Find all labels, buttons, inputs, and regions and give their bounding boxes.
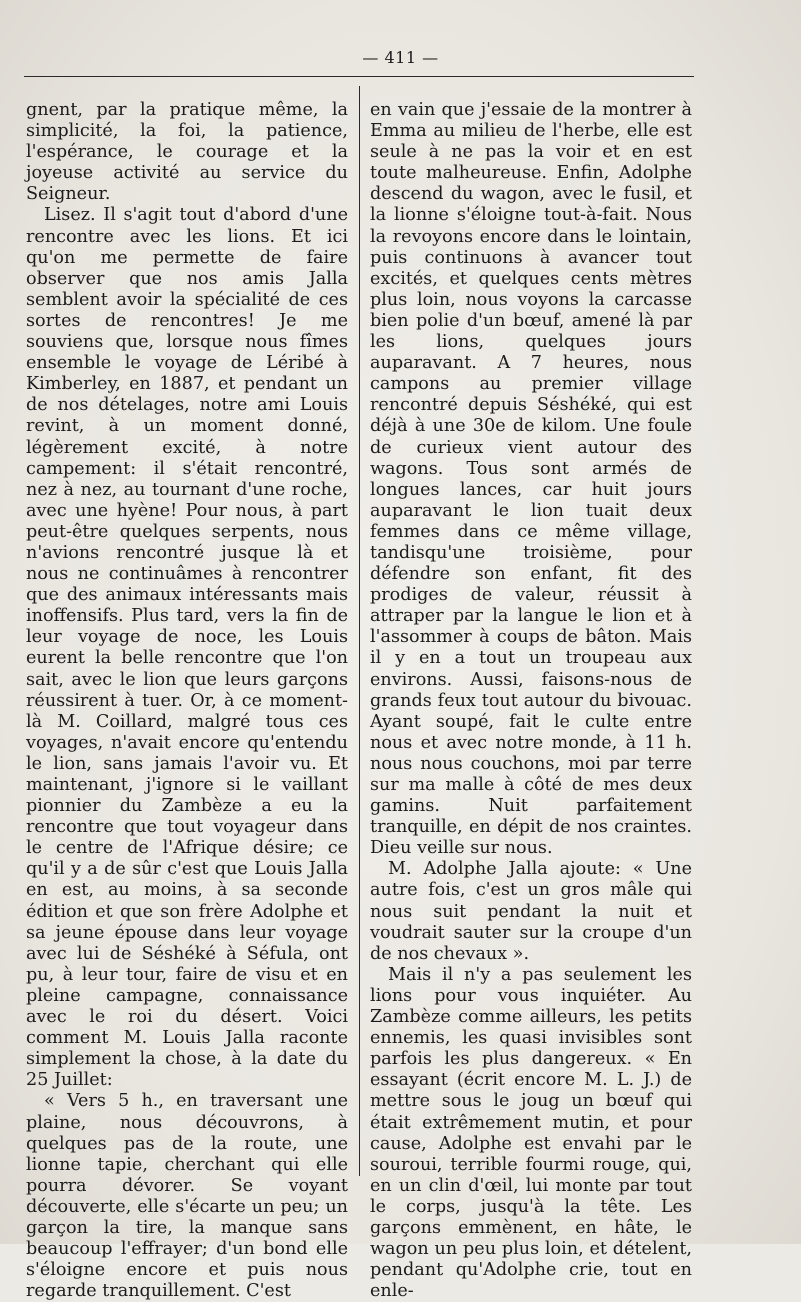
right-column xyxy=(370,100,692,1302)
header-rule xyxy=(24,76,694,77)
left-column xyxy=(26,100,348,1302)
page-number: — 411 — xyxy=(362,48,439,67)
paragraph: gnent, par la pratique même, la simplicité, la foi, la patience, l'espérance, le courage et la joyeuse activité au service du Seigneur. xyxy=(26,100,348,205)
paragraph: M. Adolphe Jalla ajoute: « Une autre fois, c'est un gros mâle qui nous suit pendant la nuit et voudrait sauter sur la croupe d'un de nos chevaux ». xyxy=(370,859,692,964)
paragraph: en vain que j'essaie de la montrer à Emma au milieu de l'herbe, elle est seule à ne pas la voir et en est toute malheureuse. Enfin, Adolphe descend du wagon, avec le fusil, et la lionne s'éloigne tout-à-fait. Nous la revoyons encore dans le lointain, puis continuons à avancer tout excités, et quelques cents mètres plus loin, nous voyons la carcasse bien polie d'un bœuf, amené là par les lions, quelques jours auparavant. A 7 heures, nous campons au premier village rencontré depuis Séshéké, qui est déjà à une 30e de kilom. Une foule de curieux vient autour des wagons. Tous sont armés de longues lances, car huit jours auparavant le lion tuait deux femmes dans ce même village, tandisqu'une troisième, pour défendre son enfant, fit des prodiges de valeur, réussit à attraper par la langue le lion et à l'assommer à coups de bâton. Mais il y en a tout un troupeau aux environs. Aussi, faisons-nous de grands feux tout autour du bivouac. Ayant soupé, fait le culte entre nous et avec notre monde, à 11 h. nous nous couchons, moi par terre sur ma malle à côté de mes deux gamins. Nuit parfaitement tranquille, en dépit de nos craintes. Dieu veille sur nous. xyxy=(370,100,692,859)
paragraph: Lisez. Il s'agit tout d'abord d'une rencontre avec les lions. Et ici qu'on me permette de faire observer que nos amis Jalla semblent avoir la spécialité de ces sortes de rencontres! Je me souviens que, lorsque nous fîmes ensemble le voyage de Léribé à Kimberley, en 1887, et pendant un de nos dételages, notre ami Louis revint, à un moment donné, légèrement excité, à notre campement: il s'était rencontré, nez à nez, au tournant d'une roche, avec une hyène! Pour nous, à part peut-être quelques serpents, nous n'avions rencontré jusque là et nous ne continuâmes à rencontrer que des animaux intéressants mais inoffensifs. Plus tard, vers la fin de leur voyage de noce, les Louis eurent la belle rencontre que l'on sait, avec le lion que leurs garçons réussirent à tuer. Or, à ce moment-là M. Coillard, malgré tous ces voyages, n'avait encore qu'entendu le lion, sans jamais l'avoir vu. Et maintenant, j'ignore si le vaillant pionnier du Zambèze a eu la rencontre que tout voyageur dans le centre de l'Afrique désire; ce qu'il y a de sûr c'est que Louis Jalla en est, au moins, à sa seconde édition et que son frère Adolphe et sa jeune épouse dans leur voyage avec lui de Séshéké à Séfula, ont pu, à leur tour, faire de visu et en pleine campagne, connaissance avec le roi du désert. Voici comment M. Louis Jalla raconte simplement la chose, à la date du 25 Juillet: xyxy=(26,205,348,1091)
paragraph: « Vers 5 h., en traversant une plaine, nous découvrons, à quelques pas de la route, une lionne tapie, cherchant qui elle pourra dévorer. Se voyant découverte, elle s'écarte un peu; un garçon la tire, la manque sans beaucoup l'effrayer; d'un bond elle s'éloigne encore et puis nous regarde tranquillement. C'est xyxy=(26,1091,348,1302)
paragraph: Mais il n'y a pas seulement les lions pour vous inquiéter. Au Zambèze comme ailleurs, les petits ennemis, les quasi invisibles sont parfois les plus dangereux. « En essayant (écrit encore M. L. J.) de mettre sous le joug un bœuf qui était extrêmement mutin, et pour cause, Adolphe est envahi par le souroui, terrible fourmi rouge, qui, en un clin d'œil, lui monte par tout le corps, jusqu'à la tête. Les garçons emmènent, en hâte, le wagon un peu plus loin, et dételent, pendant qu'Adolphe crie, tout en enle- xyxy=(370,964,692,1302)
column-divider xyxy=(359,86,360,1176)
